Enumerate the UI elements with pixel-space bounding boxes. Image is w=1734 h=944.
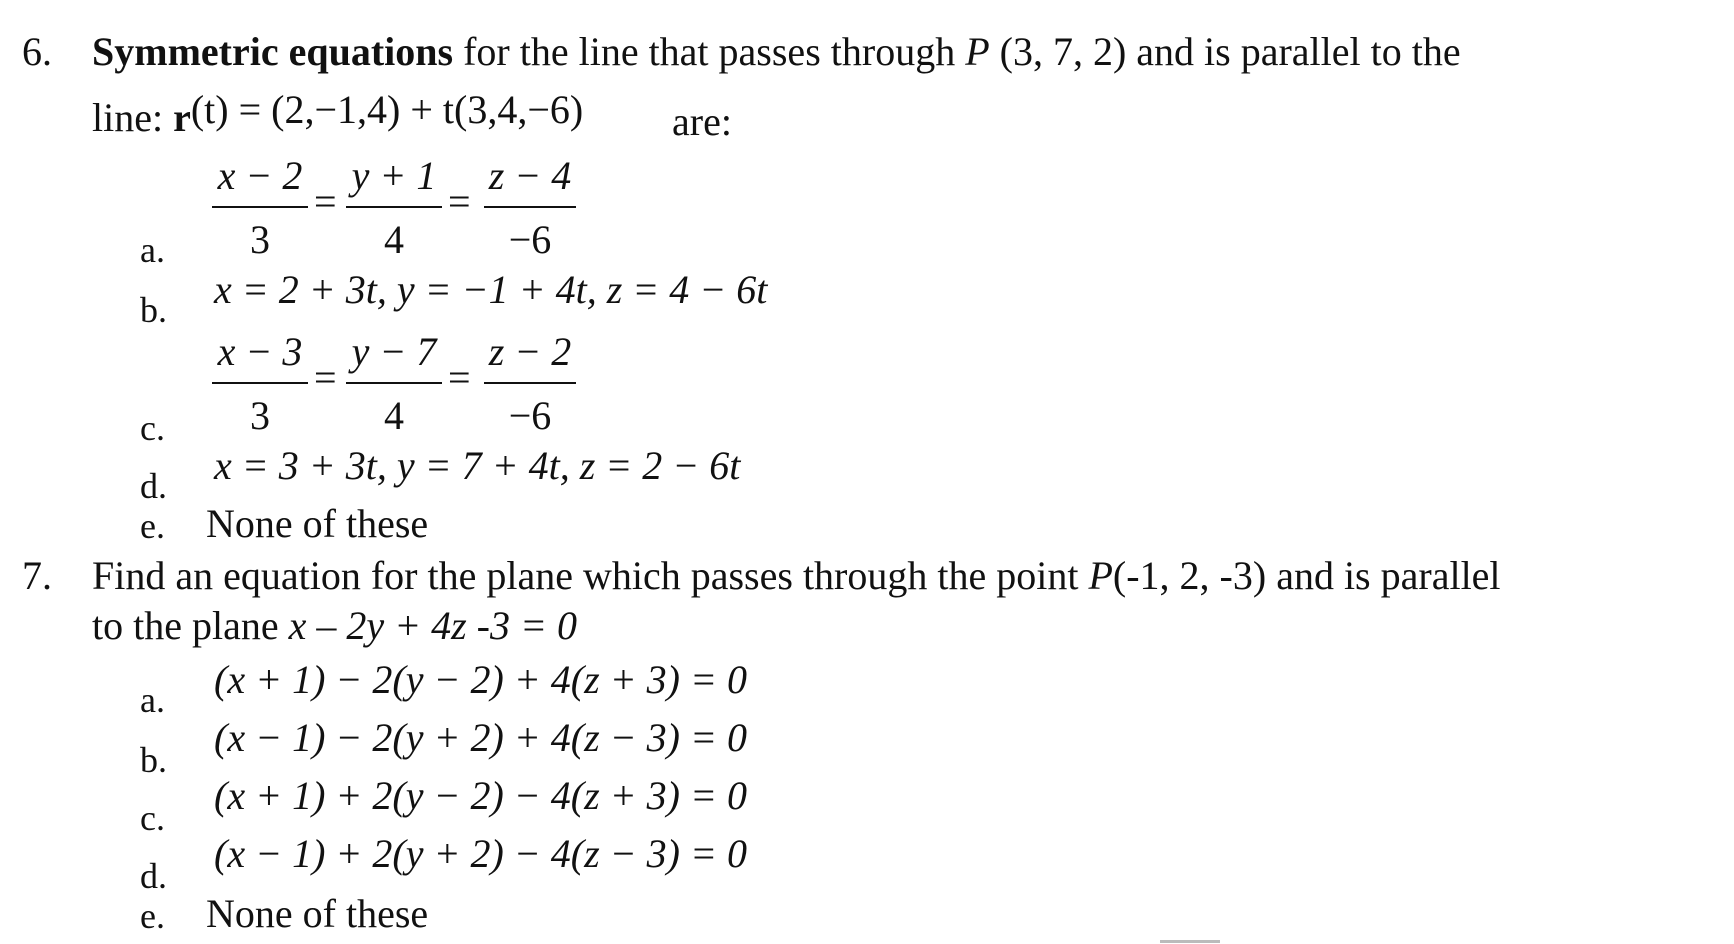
option-expression: (x + 1) + 2(y − 2) − 4(z + 3) = 0	[214, 773, 747, 818]
point-variable: P	[1088, 553, 1113, 598]
question-number: 6.	[22, 29, 52, 74]
option-label: b.	[140, 290, 167, 330]
denominator: 4	[384, 393, 404, 438]
option-label: d.	[140, 466, 167, 506]
option-expression: (x + 1) − 2(y − 2) + 4(z + 3) = 0	[214, 657, 747, 702]
fraction-bar	[346, 382, 442, 384]
vector-r: r	[173, 95, 191, 140]
option-label: c.	[140, 408, 165, 448]
fraction-z	[484, 153, 576, 266]
point-coordinates: (-1, 2, -3) and is parallel	[1112, 553, 1501, 598]
option-expression: x = 3 + 3t, y = 7 + 4t, z = 2 − 6t	[214, 443, 741, 488]
option-text: None of these	[206, 891, 429, 936]
fraction-z	[484, 329, 576, 442]
option-expression: (x − 1) − 2(y + 2) + 4(z − 3) = 0	[214, 715, 747, 760]
page-edge-mark	[1160, 940, 1220, 943]
plane-equation: x – 2y + 4z -3 = 0	[288, 603, 577, 648]
point-coordinates: (3, 7, 2) and is parallel to the	[989, 29, 1461, 74]
stem-plane-lead: to the plane	[92, 603, 289, 648]
fraction-x	[212, 329, 308, 442]
option-label: d.	[140, 856, 167, 896]
denominator: 3	[250, 217, 270, 262]
fraction-bar	[484, 382, 576, 384]
question-number: 7.	[22, 553, 52, 598]
vector-equation: (t) = (2,−1,4) + t(3,4,−6)	[190, 87, 584, 132]
question-stem-line-2	[92, 87, 584, 140]
denominator: 4	[384, 217, 404, 262]
numerator: z − 2	[488, 329, 572, 374]
option-expression: x = 2 + 3t, y = −1 + 4t, z = 4 − 6t	[214, 267, 768, 312]
denominator: 3	[250, 393, 270, 438]
option-label: e.	[140, 506, 165, 546]
numerator: y − 7	[351, 329, 437, 374]
fraction-y	[346, 329, 442, 442]
denominator: −6	[508, 217, 552, 262]
option-label: e.	[140, 896, 165, 936]
option-label: c.	[140, 798, 165, 838]
point-variable: P	[965, 29, 990, 74]
option-label: a.	[140, 680, 165, 720]
numerator: z − 4	[488, 153, 572, 198]
equals-sign: =	[314, 179, 337, 224]
numerator: y + 1	[351, 153, 437, 198]
option-label: b.	[140, 740, 167, 780]
fraction-x	[212, 153, 308, 266]
option-text: None of these	[206, 501, 429, 546]
equals-sign: =	[448, 179, 471, 224]
stem-text: for the line that passes through	[453, 29, 966, 74]
option-label: a.	[140, 230, 165, 270]
stem-text: Find an equation for the plane which passes through the point	[92, 553, 1089, 598]
fraction-bar	[346, 206, 442, 208]
fraction-bar	[212, 206, 308, 208]
stem-line-lead: line:	[92, 95, 174, 140]
numerator: x − 2	[217, 153, 303, 198]
question-stem-line-2	[92, 603, 577, 648]
option-expression: (x − 1) + 2(y + 2) − 4(z − 3) = 0	[214, 831, 747, 876]
question-stem-line-1	[92, 29, 1461, 74]
fraction-bar	[484, 206, 576, 208]
equals-sign: =	[448, 355, 471, 400]
equals-sign: =	[314, 355, 337, 400]
denominator: −6	[508, 393, 552, 438]
question-stem-line-1	[92, 553, 1501, 598]
numerator: x − 3	[217, 329, 303, 374]
stem-are: are:	[672, 99, 732, 144]
fraction-y	[346, 153, 442, 266]
stem-bold-lead: Symmetric equations	[92, 29, 454, 74]
fraction-bar	[212, 382, 308, 384]
